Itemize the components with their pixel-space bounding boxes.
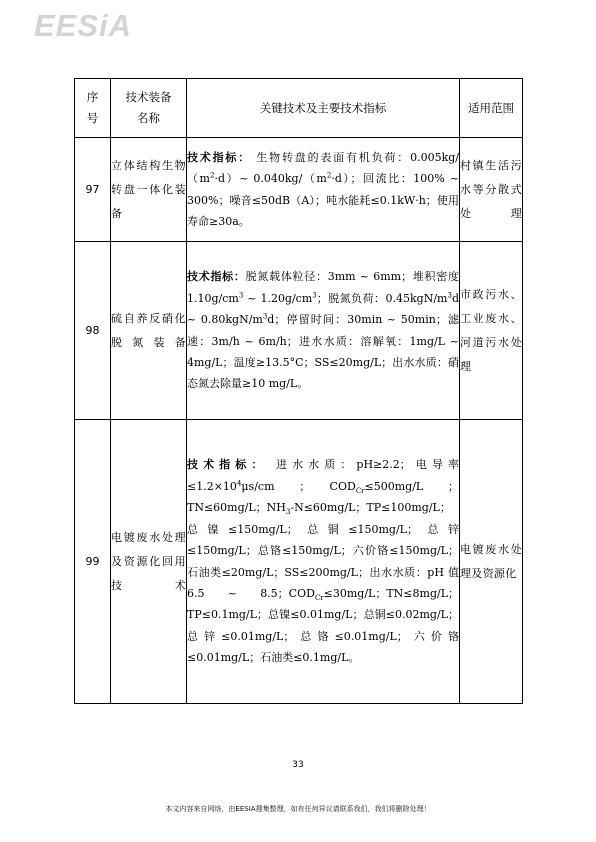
header-key-indicators: 关键技术及主要技术指标 [187, 79, 460, 138]
indicator-text: ·d）；回流比：100% ~ 300%；噪音≤50dB（A）；吨水能耗≤0.1kW·h；使用寿命≥30a。 [187, 172, 460, 228]
supscript-text: 3 [238, 291, 244, 300]
indicator-text: ~ 1.20g/cm [243, 291, 313, 305]
row-number: 98 [75, 242, 111, 420]
indicator-text: μs/cm ； COD [241, 479, 356, 493]
page-number: 33 [292, 760, 304, 770]
indicator-text: ≤500mg/L ；TN≤60mg/L；NH [187, 479, 459, 515]
row-number: 97 [75, 138, 111, 242]
indicator-text: 进水水质：pH≥2.2；电导率≤1.2×10 [187, 458, 460, 493]
indicator-text: ·d）~ 0.040kg/（m [214, 172, 327, 186]
indicator-label: 技术指标： [187, 458, 268, 472]
technology-name: 电镀废水处理及资源化回用技术 [111, 420, 187, 704]
supscript-text: 2 [210, 171, 215, 180]
indicator-label: 技术指标： [187, 150, 252, 164]
supscript-text: 3 [262, 312, 268, 321]
header-scope: 适用范围 [460, 79, 523, 138]
footer-disclaimer: 本文内容来自网络，由EESIA搜集整理，如有任何异议请联系我们，我们将删除处理！ [165, 805, 431, 813]
eesia-logo: EESiA [34, 8, 133, 43]
table-row [75, 138, 523, 242]
indicator-text: d ~ 0.80kgN/m [187, 291, 459, 327]
technology-name: 立体结构生物转盘一体化装备 [111, 138, 187, 242]
application-scope: 电镀废水处理及资源化 [460, 420, 523, 704]
supscript-text: 3 [447, 291, 452, 300]
header-name: 技术装备名称 [111, 79, 187, 138]
indicator-text: ；脱氮负荷：0.45kgN/m [316, 291, 448, 305]
technology-name: 硫自养反硝化脱氮装备 [111, 242, 187, 420]
technology-spec-table [74, 78, 523, 704]
supscript-text: 4 [236, 479, 242, 488]
table-header-row [75, 79, 523, 138]
header-no: 序号 [75, 79, 111, 138]
subscript-text: 3 [285, 508, 291, 517]
subscript-text: Cr [355, 487, 365, 496]
indicator-text: ≤30mg/L；TN≤8mg/L；TP≤0.1mg/L；总镍≤0.01mg/L；总铜≤0.02mg/L；总锌≤0.01mg/L；总铬≤0.01mg/L；六价铬≤0.01mg/L；石油类≤0.1mg/L。 [187, 586, 459, 665]
technology-indicators [187, 242, 460, 420]
application-scope: 村镇生活污水等分散式处理 [460, 138, 523, 242]
technology-indicators [187, 138, 460, 242]
indicator-text: 脱氮载体粒径：3mm ~ 6mm；堆积密度 1.10g/cm [187, 270, 460, 305]
indicator-text: -N≤60mg/L；TP≤100mg/L；总镍≤150mg/L；总铜≤150mg/L；总锌≤150mg/L；总铬≤150mg/L；六价铬≤150mg/L；石油类≤20mg/L；SS≤200mg/L；出水水质：pH 值 6.5 ~ 8.5；COD [187, 501, 459, 600]
indicator-text: d；停留时间：30min ~ 50min；滤速：3m/h ~ 6m/h；进水水质：溶解氧：1mg/L ~ 4mg/L；温度≥13.5°C；SS≤20mg/L；出水水质：硝态氮去除量≥10 mg/L。 [187, 313, 459, 391]
supscript-text: 3 [312, 291, 317, 300]
subscript-text: Cr [314, 594, 324, 603]
table-row [75, 420, 523, 704]
supscript-text: 2 [326, 171, 332, 180]
indicator-label: 技术指标： [187, 270, 246, 284]
application-scope: 市政污水、工业废水、河道污水处理 [460, 242, 523, 420]
indicator-text: 生物转盘的表面有机负荷：0.005kg/（m [187, 150, 460, 186]
technology-indicators [187, 420, 460, 704]
table-row [75, 242, 523, 420]
row-number: 99 [75, 420, 111, 704]
